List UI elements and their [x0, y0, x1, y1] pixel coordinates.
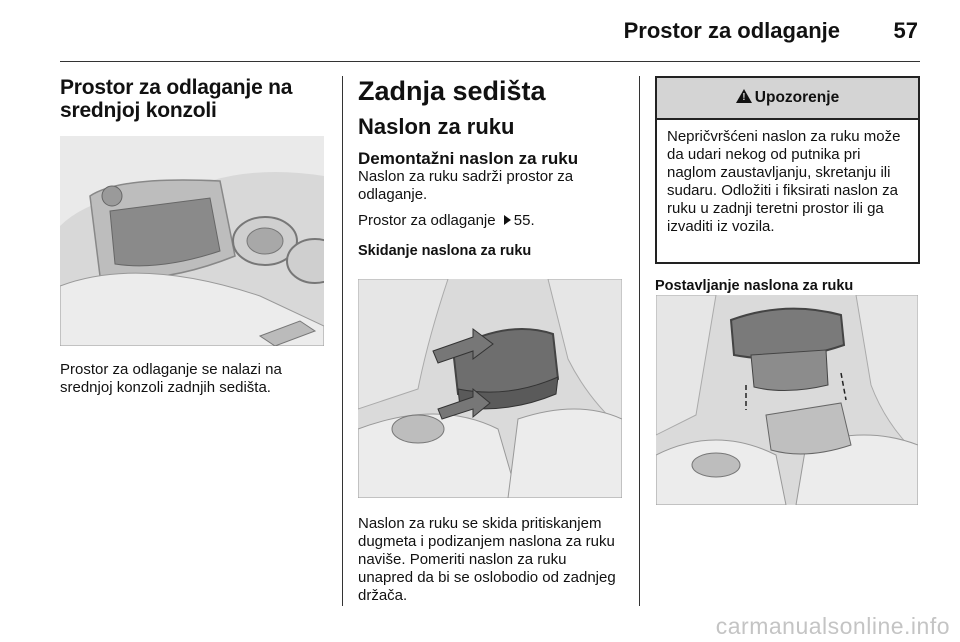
removal-heading: Skidanje naslona za ruku — [358, 243, 532, 259]
removal-text: Naslon za ruku se skida pritiskanjem dugmeta i podizanjem naslona za ruku naviše. Pomeriti naslon za ruku unapred da bi se oslobodio od zadnjeg držača. — [358, 515, 616, 604]
column-1 — [60, 76, 326, 122]
armrest-storage-text: Naslon za ruku sadrži prostor za odlaganje. — [358, 168, 574, 203]
watermark: carmanualsonline.info — [715, 613, 950, 639]
warning-triangle-icon: ! — [736, 89, 752, 103]
console-caption: Prostor za odlaganje se nalazi na srednjoj konzoli zadnjih sedišta. — [60, 361, 282, 396]
page-number: 57 — [893, 18, 918, 43]
column-2-removal-block — [358, 515, 623, 605]
section-heading-storage-console: Prostor za odlaganje na srednjoj konzoli — [60, 76, 293, 122]
header-title: Prostor za odlaganje — [623, 18, 840, 43]
warning-box — [655, 76, 920, 264]
triangle-ref-icon — [504, 215, 511, 225]
console-storage-image — [60, 136, 324, 346]
storage-ref-page: 55. — [513, 212, 535, 229]
column-3-install-block — [655, 277, 920, 295]
subheading-armrest: Naslon za ruku — [358, 114, 515, 139]
column-divider-1 — [342, 76, 343, 606]
section-heading-rear-seats: Zadnja sedišta — [358, 76, 546, 106]
warning-title: Upozorenje — [754, 89, 840, 106]
armrest-removal-image — [358, 279, 622, 498]
install-heading: Postavljanje naslona za ruku — [655, 278, 854, 294]
storage-ref-paragraph: Prostor za odlaganje 55. — [358, 212, 535, 229]
column-1-caption-block — [60, 361, 326, 397]
warning-header — [657, 78, 918, 120]
warning-text: Nepričvršćeni naslon za ruku može da udari nekog od putnika pri naglom zaustavljanju, skretanju ili sudaru. Odložiti i fiksirati naslon za ruku u zadnji teretni prostor ili ga izvaditi iz vozila. — [667, 128, 901, 235]
column-divider-2 — [639, 76, 640, 606]
column-2 — [358, 76, 623, 260]
page-header — [60, 0, 920, 62]
subheading-removable-armrest: Demontažni naslon za ruku — [358, 149, 579, 168]
armrest-install-image — [656, 295, 918, 505]
